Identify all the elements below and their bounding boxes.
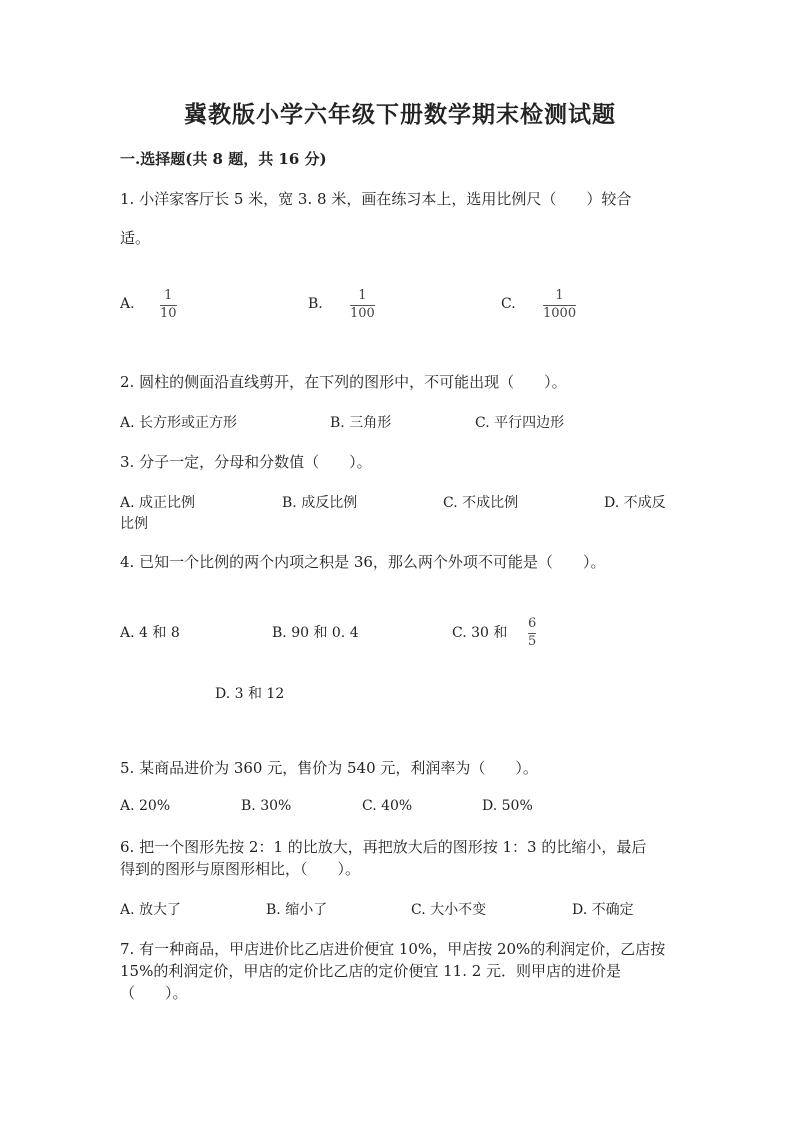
numerator: 6 — [528, 616, 537, 631]
option-text: C. 30 和 — [452, 625, 508, 641]
question-5-line-1: 5. 某商品进价为 360 元，售价为 540 元，利润率为（ ）。 — [120, 759, 538, 777]
option-text: C. 不成比例 — [443, 495, 519, 511]
fraction — [160, 289, 177, 321]
fraction — [543, 289, 576, 321]
option-text-wrap: 比例 — [120, 516, 148, 532]
question-6-line-2: 得到的图形与原图形相比，（ ）。 — [120, 860, 361, 878]
option-text: B. 成反比例 — [282, 495, 358, 511]
page-title: 冀教版小学六年级下册数学期末检测试题 — [184, 101, 616, 128]
question-3-line-1: 3. 分子一定，分母和分数值（ ）。 — [120, 453, 372, 471]
denominator: 100 — [350, 306, 375, 321]
question-1-line-1: 1. 小洋家客厅长 5 米，宽 3. 8 米，画在练习本上，选用比例尺（ ）较合 — [120, 190, 632, 208]
numerator: 1 — [358, 288, 367, 303]
option-label: B. — [308, 296, 323, 312]
fraction — [350, 289, 375, 321]
question-1-line-2: 适。 — [120, 229, 151, 247]
question-7-line-3: （ ）。 — [120, 984, 188, 1002]
numerator: 1 — [555, 288, 564, 303]
option-text: A. 放大了 — [120, 902, 182, 918]
question-7-line-2: 15%的利润定价，甲店的定价比乙店的定价便宜 11. 2 元．则甲店的进价是 — [120, 962, 622, 980]
option-text: B. 三角形 — [330, 415, 392, 431]
numerator: 1 — [164, 288, 173, 303]
option-text: B. 90 和 0. 4 — [272, 625, 359, 641]
option-text: A. 长方形或正方形 — [120, 415, 238, 431]
question-4-line-1: 4. 已知一个比例的两个内项之积是 36，那么两个外项不可能是（ ）。 — [120, 553, 606, 571]
option-text: C. 大小不变 — [411, 902, 487, 918]
question-2-line-1: 2. 圆柱的侧面沿直线剪开，在下列的图形中，不可能出现（ ）。 — [120, 373, 567, 391]
option-text: A. 成正比例 — [120, 495, 196, 511]
option-text: D. 50% — [482, 798, 533, 814]
option-text: A. 4 和 8 — [120, 625, 180, 641]
option-text: A. 20% — [120, 798, 171, 814]
denominator: 5 — [528, 634, 537, 649]
option-text: C. 平行四边形 — [475, 415, 565, 431]
question-7-line-1: 7. 有一种商品，甲店进价比乙店进价便宜 10%，甲店按 20%的利润定价，乙店按 — [120, 940, 666, 958]
option-text: D. 3 和 12 — [215, 686, 285, 702]
denominator: 1000 — [543, 306, 577, 321]
option-text: B. 缩小了 — [266, 902, 328, 918]
option-text: B. 30% — [241, 798, 292, 814]
option-text: C. 40% — [362, 798, 413, 814]
section-heading: 一.选择题(共 8 题，共 16 分) — [120, 150, 327, 168]
question-6-line-1: 6. 把一个图形先按 2：1 的比放大，再把放大后的图形按 1：3 的比缩小，最后 — [120, 838, 647, 856]
fraction — [528, 617, 536, 649]
denominator: 10 — [160, 306, 177, 321]
option-text: D. 不确定 — [572, 902, 634, 918]
option-label: A. — [120, 296, 135, 312]
option-text: D. 不成反 — [604, 495, 666, 511]
option-label: C. — [501, 296, 516, 312]
